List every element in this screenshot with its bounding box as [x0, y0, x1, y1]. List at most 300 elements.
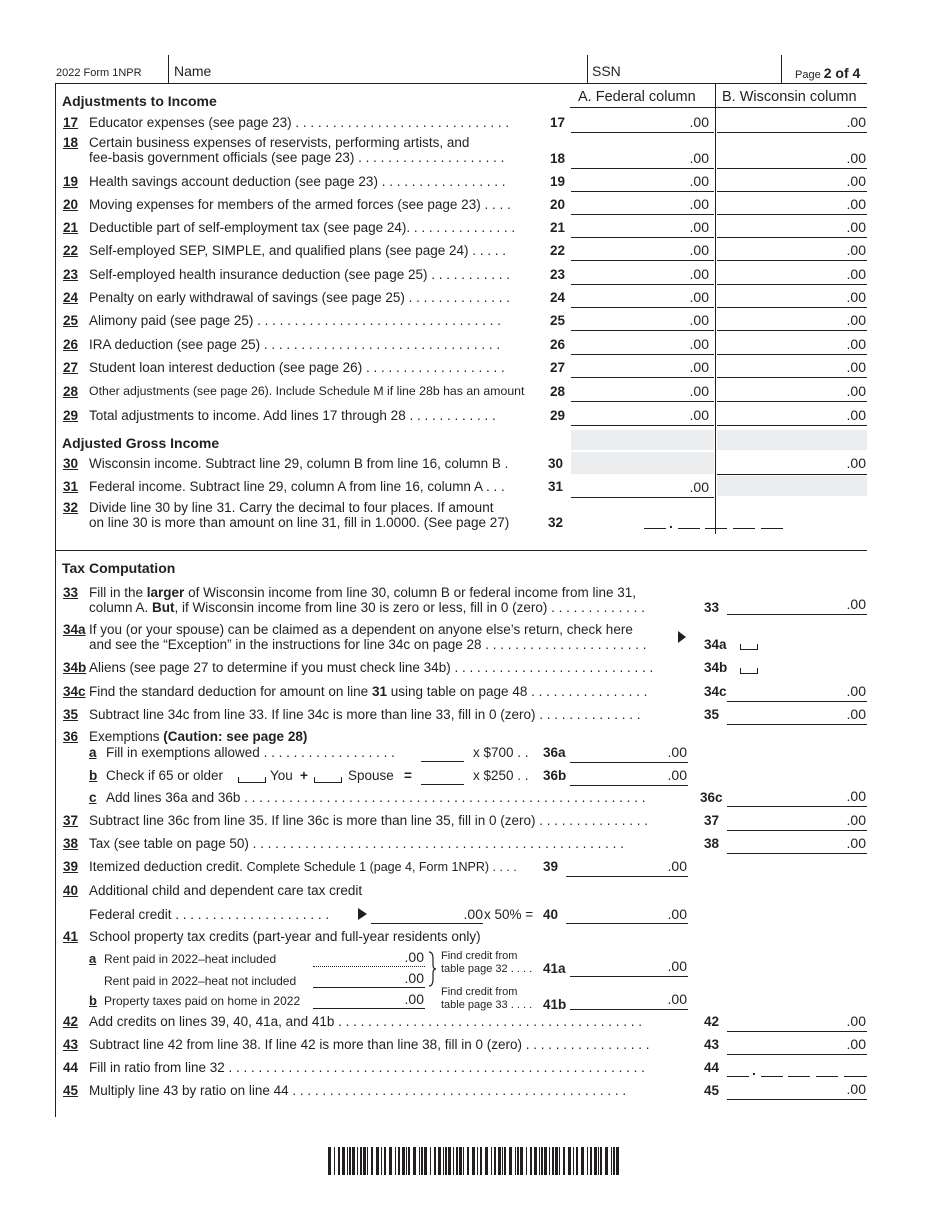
- line-ref: 32: [548, 515, 564, 530]
- fed-line-25-amount[interactable]: .00: [689, 312, 709, 328]
- line-ref: 28: [550, 384, 566, 399]
- barcode-bar: [600, 1147, 602, 1175]
- wi-line-rule: [717, 354, 867, 355]
- line-ref: 23: [550, 267, 566, 282]
- alien-checkbox[interactable]: [740, 668, 758, 674]
- barcode-bar: [357, 1147, 358, 1175]
- fed-line-rule: [571, 191, 714, 192]
- line-number: 20: [63, 197, 79, 212]
- barcode-bar: [498, 1147, 501, 1175]
- line-36c-amount[interactable]: .00: [846, 788, 866, 804]
- line-38-text: Tax (see table on page 50) . . . . . . . . . . . . . . . . . . . . . . . . . . . . . . . . . . . . . . . . . . . . . . . . . .: [89, 836, 624, 851]
- wi-line-25-amount[interactable]: .00: [846, 312, 866, 328]
- barcode-bar: [594, 1147, 597, 1175]
- line-ref: 45: [704, 1083, 720, 1098]
- header-divider: [168, 55, 169, 83]
- exemptions-count-rule: [421, 761, 464, 762]
- barcode-bar: [434, 1147, 436, 1175]
- line-38-amount[interactable]: .00: [846, 835, 866, 851]
- fed-line-26-amount[interactable]: .00: [689, 336, 709, 352]
- wi-line-20-amount[interactable]: .00: [846, 196, 866, 212]
- barcode-bar: [406, 1147, 407, 1175]
- line-ref: 24: [550, 290, 566, 305]
- federal-credit-label: Federal credit . . . . . . . . . . . . . . . . . . . . .: [89, 907, 330, 922]
- rent-heat-not-included-rule: [313, 987, 425, 988]
- barcode-bar: [568, 1147, 571, 1175]
- wi-line-rule: [717, 284, 867, 285]
- wi-line-rule: [717, 260, 867, 261]
- line-30-text: Wisconsin income. Subtract line 29, column B from line 16, column B .: [89, 456, 509, 471]
- barcode-bar: [530, 1147, 532, 1175]
- barcode-bar: [456, 1147, 458, 1175]
- line-ref: 30: [548, 456, 564, 471]
- line-45-text: Multiply line 43 by ratio on line 44 . . . . . . . . . . . . . . . . . . . . . . . . . . . . . . . . . . . . . . . . . . . . .: [89, 1083, 627, 1098]
- wi-line-29-amount[interactable]: .00: [846, 407, 866, 423]
- barcode-bar: [352, 1147, 355, 1175]
- header-divider: [587, 55, 588, 83]
- barcode-bar: [587, 1147, 588, 1175]
- line-35-rule: [727, 724, 867, 725]
- find-credit-label: Find credit from: [441, 950, 518, 962]
- rent-heat-not-included-label: Rent paid in 2022–heat not included: [104, 974, 297, 988]
- barcode-bar: [598, 1147, 599, 1175]
- line-39-rule: [566, 876, 688, 877]
- line-number: 44: [63, 1060, 79, 1075]
- line-ref: 41b: [543, 997, 567, 1012]
- barcode-bar: [616, 1147, 619, 1175]
- fed-line-rule: [571, 425, 714, 426]
- line-number: 42: [63, 1014, 79, 1029]
- barcode-bar: [494, 1147, 496, 1175]
- shaded-cell: [717, 430, 867, 450]
- barcode-bar: [424, 1147, 427, 1175]
- line-number: 31: [63, 479, 79, 494]
- line-ref: 21: [550, 220, 566, 235]
- wi-line-22-amount[interactable]: .00: [846, 242, 866, 258]
- wi-line-rule: [717, 237, 867, 238]
- line-28-text: Other adjustments (see page 26). Include Schedule M if line 28b has an amount: [89, 384, 525, 398]
- barcode-bar: [463, 1147, 464, 1175]
- barcode: [328, 1147, 624, 1175]
- barcode-bar: [376, 1147, 379, 1175]
- barcode-bar: [338, 1147, 340, 1175]
- barcode-bar: [395, 1147, 396, 1175]
- line-number: 33: [63, 585, 79, 600]
- wi-line-23-amount[interactable]: .00: [846, 266, 866, 282]
- line-43-rule: [727, 1054, 867, 1055]
- line-number: 36: [63, 729, 79, 744]
- wisconsin-column-header: B. Wisconsin column: [722, 89, 857, 105]
- fed-line-rule: [571, 377, 714, 378]
- federal-column-header: A. Federal column: [578, 89, 696, 105]
- line-32-text: Divide line 30 by line 31. Carry the decimal to four places. If amount: [89, 500, 494, 515]
- line-33-rule: [727, 614, 867, 615]
- barcode-bar: [581, 1147, 584, 1175]
- line-ref: 34c: [704, 684, 727, 699]
- line-34b-text: Aliens (see page 27 to determine if you must check line 34b) . . . . . . . . . . . . . . . . . . . . . . . . . . .: [89, 660, 654, 675]
- line-number: 32: [63, 500, 79, 515]
- table-page-32-label: table page 32 . . . .: [441, 963, 533, 975]
- you-label: You: [270, 768, 293, 783]
- wi-line-19-amount[interactable]: .00: [846, 173, 866, 189]
- table-page-33-label: table page 33 . . . .: [441, 999, 533, 1011]
- line-letter: b: [89, 768, 98, 783]
- line-ref: 19: [550, 174, 566, 189]
- barcode-bar: [555, 1147, 558, 1175]
- fed-line-27-amount[interactable]: .00: [689, 359, 709, 375]
- line-45-rule: [727, 1099, 867, 1100]
- line-39-text: Itemized deduction credit. Complete Schedule 1 (page 4, Form 1NPR) . . . .: [89, 859, 517, 874]
- barcode-bar: [367, 1147, 368, 1175]
- line-number: 27: [63, 360, 79, 375]
- barcode-bar: [573, 1147, 574, 1175]
- line-43-amount[interactable]: .00: [846, 1036, 866, 1052]
- line-17-text: Educator expenses (see page 23) . . . . . . . . . . . . . . . . . . . . . . . . . . . . .: [89, 115, 510, 130]
- line-40-text: Additional child and dependent care tax credit: [89, 883, 363, 898]
- fed-line-rule: [571, 237, 714, 238]
- fed-line-19-amount[interactable]: .00: [689, 173, 709, 189]
- line-number: 38: [63, 836, 79, 851]
- fed-line-17-amount[interactable]: .00: [689, 114, 709, 130]
- fed-line-18-amount[interactable]: .00: [689, 150, 709, 166]
- line-number: 22: [63, 243, 79, 258]
- line-ref: 43: [704, 1037, 720, 1052]
- barcode-bar: [349, 1147, 351, 1175]
- property-taxes-label: Property taxes paid on home in 2022: [104, 994, 301, 1008]
- wi-line-28-amount[interactable]: .00: [846, 383, 866, 399]
- brace-icon: [427, 951, 437, 987]
- federal-credit-amount[interactable]: .00: [463, 906, 483, 922]
- barcode-bar: [413, 1147, 416, 1175]
- fed-line-20-amount[interactable]: .00: [689, 196, 709, 212]
- line-34a-text: If you (or your spouse) can be claimed as a dependent on anyone else’s return, check here: [89, 622, 633, 637]
- name-label: Name: [174, 63, 212, 79]
- fed-line-rule: [571, 284, 714, 285]
- line-18-text-2: fee-basis government officials (see page 23) . . . . . . . . . . . . . . . . . . . .: [89, 150, 505, 165]
- plus-sign: +: [300, 768, 308, 783]
- barcode-bar: [559, 1147, 560, 1175]
- property-taxes-rule: [313, 1008, 425, 1009]
- line-ref: 17: [550, 115, 566, 130]
- page-indicator: Page 2 of 4: [795, 65, 861, 81]
- wi-line-27-amount[interactable]: .00: [846, 359, 866, 375]
- barcode-bar: [477, 1147, 478, 1175]
- line-32-text-2: on line 30 is more than amount on line 31, fill in 1.0000. (See page 27): [89, 515, 510, 530]
- line-41a-rule: [570, 976, 688, 977]
- barcode-bar: [408, 1147, 410, 1175]
- fed-line-rule: [571, 132, 714, 133]
- wi-line-rule: [717, 377, 867, 378]
- barcode-bar: [576, 1147, 578, 1175]
- line-ref: 31: [548, 479, 564, 494]
- form-label: 2022 Form 1NPR: [56, 67, 142, 79]
- line-42-text: Add credits on lines 39, 40, 41a, and 41b . . . . . . . . . . . . . . . . . . . . . . . . . . . . . . . . . . . . . . . . .: [89, 1014, 642, 1029]
- line-38-rule: [727, 853, 867, 854]
- barcode-bar: [438, 1147, 441, 1175]
- barcode-bar: [491, 1147, 492, 1175]
- line-ref: 18: [550, 151, 566, 166]
- barcode-bar: [363, 1147, 366, 1175]
- property-taxes-amount[interactable]: .00: [404, 991, 424, 1007]
- line-39-amount[interactable]: .00: [667, 858, 687, 874]
- adjustments-heading: Adjustments to Income: [62, 93, 217, 109]
- line-number: 18: [63, 135, 79, 150]
- line-41-text: School property tax credits (part-year and full-year residents only): [89, 929, 481, 944]
- fed-line-23-amount[interactable]: .00: [689, 266, 709, 282]
- barcode-bar: [509, 1147, 512, 1175]
- line-34c-amount[interactable]: .00: [846, 683, 866, 699]
- barcode-bar: [563, 1147, 565, 1175]
- line-36a-rule: [570, 762, 688, 763]
- rent-heat-included-amount[interactable]: .00: [404, 949, 424, 965]
- line-number: 25: [63, 313, 79, 328]
- header-divider: [781, 55, 782, 83]
- wi-line-24-amount[interactable]: .00: [846, 289, 866, 305]
- barcode-bar: [398, 1147, 400, 1175]
- line-ref: 40: [543, 907, 559, 922]
- barcode-bar: [328, 1147, 331, 1175]
- exemptions-count-field[interactable]: [421, 746, 464, 760]
- rent-heat-included-rule: [313, 966, 425, 967]
- line-ref: 33: [704, 600, 720, 615]
- ratio-44-boxes[interactable]: .: [727, 1060, 867, 1078]
- barcode-bar: [605, 1147, 608, 1175]
- line-21-text: Deductible part of self-employment tax (see page 24). . . . . . . . . . . . . . .: [89, 220, 516, 235]
- wi-line-18-amount[interactable]: .00: [846, 150, 866, 166]
- line-34c-text: Find the standard deduction for amount on line 31 using table on page 48 . . . . . . . . . . . . . . . .: [89, 684, 648, 699]
- barcode-bar: [381, 1147, 382, 1175]
- wi-line-rule: [717, 214, 867, 215]
- line-34c-rule: [727, 701, 867, 702]
- line-number: 37: [63, 813, 79, 828]
- line-ref: 35: [704, 707, 720, 722]
- equals-sign: =: [404, 768, 412, 783]
- line-45-amount[interactable]: .00: [846, 1081, 866, 1097]
- line-41b-rule: [570, 1009, 688, 1010]
- line-41a-amount[interactable]: .00: [667, 958, 687, 974]
- line-40-amount[interactable]: .00: [667, 906, 687, 922]
- section-rule: [55, 550, 867, 551]
- barcode-bar: [590, 1147, 592, 1175]
- line-ref: 36c: [700, 790, 723, 805]
- line-36b-amount[interactable]: .00: [667, 767, 687, 783]
- line-36a-multiplier: x $700 . .: [473, 745, 529, 760]
- wi-line-rule: [717, 307, 867, 308]
- barcode-bar: [541, 1147, 543, 1175]
- line-41b-amount[interactable]: .00: [667, 991, 687, 1007]
- line-number: 23: [63, 267, 79, 282]
- barcode-bar: [504, 1147, 506, 1175]
- line-36c-text: Add lines 36a and 36b . . . . . . . . . . . . . . . . . . . . . . . . . . . . . . . . . . . . . . . . . . . . . . . . . . . . . .: [106, 790, 646, 805]
- find-credit-label: Find credit from: [441, 986, 518, 998]
- barcode-bar: [389, 1147, 392, 1175]
- tax-heading: Tax Computation: [62, 560, 176, 576]
- line-number: 30: [63, 456, 79, 471]
- line-number: 19: [63, 174, 79, 189]
- shaded-cell: [717, 476, 867, 496]
- barcode-bar: [552, 1147, 554, 1175]
- line-22-text: Self-employed SEP, SIMPLE, and qualified plans (see page 24) . . . . .: [89, 243, 506, 258]
- barcode-bar: [467, 1147, 469, 1175]
- line-number: 24: [63, 290, 79, 305]
- barcode-bar: [459, 1147, 462, 1175]
- line-number: 34c: [63, 684, 86, 699]
- line-ref: 25: [550, 313, 566, 328]
- fed-line-22-amount[interactable]: .00: [689, 242, 709, 258]
- arrow-right-icon: [678, 631, 686, 643]
- line-number: 34a: [63, 622, 86, 637]
- line-36b-text: Check if 65 or older: [106, 768, 224, 783]
- header-rule: [55, 83, 867, 84]
- line-36c-rule: [727, 806, 867, 807]
- shaded-cell: [571, 430, 714, 450]
- barcode-bar: [480, 1147, 482, 1175]
- rent-heat-not-included-amount[interactable]: .00: [404, 970, 424, 986]
- wi-line-30-amount[interactable]: .00: [846, 455, 866, 471]
- line-number: 29: [63, 408, 79, 423]
- barcode-bar: [430, 1147, 431, 1175]
- line-36-text: Exemptions (Caution: see page 28): [89, 729, 308, 744]
- line-ref: 36b: [543, 768, 567, 783]
- line-33-amount[interactable]: .00: [846, 596, 866, 612]
- line-20-text: Moving expenses for members of the armed forces (see page 23) . . . .: [89, 197, 511, 212]
- line-40-rule: [566, 923, 688, 924]
- line-27-text: Student loan interest deduction (see page 26) . . . . . . . . . . . . . . . . . . .: [89, 360, 505, 375]
- barcode-bar: [534, 1147, 537, 1175]
- line-ref: 36a: [543, 745, 566, 760]
- column-divider: [715, 84, 716, 534]
- line-letter: c: [89, 790, 97, 805]
- barcode-bar: [347, 1147, 348, 1175]
- fed-line-31-rule: [571, 497, 714, 498]
- wi-line-21-amount[interactable]: .00: [846, 219, 866, 235]
- line-24-text: Penalty on early withdrawal of savings (see page 25) . . . . . . . . . . . . . .: [89, 290, 510, 305]
- line-number: 41: [63, 929, 79, 944]
- line-number: 45: [63, 1083, 79, 1098]
- barcode-bar: [544, 1147, 547, 1175]
- line-29-text: Total adjustments to income. Add lines 17 through 28 . . . . . . . . . . . .: [89, 408, 496, 423]
- line-36a-amount[interactable]: .00: [667, 744, 687, 760]
- line-35-text: Subtract line 34c from line 33. If line 34c is more than line 33, fill in 0 (zero) . . . . . . . . . . . . . .: [89, 707, 641, 722]
- ratio-32-boxes[interactable]: .: [644, 514, 789, 530]
- barcode-bar: [342, 1147, 345, 1175]
- line-ref: 22: [550, 243, 566, 258]
- column-header-rule: [570, 107, 867, 108]
- line-25-text: Alimony paid (see page 25) . . . . . . . . . . . . . . . . . . . . . . . . . . . . . . . . .: [89, 313, 501, 328]
- line-26-text: IRA deduction (see page 25) . . . . . . . . . . . . . . . . . . . . . . . . . . . . . . . .: [89, 337, 501, 352]
- line-ref: 27: [550, 360, 566, 375]
- fed-line-rule: [571, 330, 714, 331]
- rent-heat-included-label: Rent paid in 2022–heat included: [104, 952, 277, 966]
- barcode-bar: [472, 1147, 475, 1175]
- wi-line-rule: [717, 191, 867, 192]
- age-65-you-checkbox[interactable]: [238, 777, 266, 783]
- wi-line-rule: [717, 132, 867, 133]
- line-ref: 34b: [704, 660, 728, 675]
- fed-line-rule: [571, 260, 714, 261]
- line-ref: 44: [704, 1060, 720, 1075]
- fed-line-rule: [571, 354, 714, 355]
- wi-line-30-rule: [717, 474, 867, 475]
- line-number: 28: [63, 384, 79, 399]
- line-35-amount[interactable]: .00: [846, 706, 866, 722]
- federal-credit-rule: [371, 923, 483, 924]
- wi-line-rule: [717, 401, 867, 402]
- barcode-bar: [360, 1147, 362, 1175]
- left-border: [55, 83, 56, 1117]
- line-ref: 37: [704, 813, 720, 828]
- barcode-bar: [334, 1147, 335, 1175]
- wi-line-rule: [717, 425, 867, 426]
- line-number: 35: [63, 707, 79, 722]
- fed-line-rule: [571, 401, 714, 402]
- line-ref: 42: [704, 1014, 720, 1029]
- wi-line-26-amount[interactable]: .00: [846, 336, 866, 352]
- line-44-text: Fill in ratio from line 32 . . . . . . . . . . . . . . . . . . . . . . . . . . . . . . . . . . . . . . . . . . . . . . . . . . . . . . . .: [89, 1060, 645, 1075]
- fed-line-rule: [571, 214, 714, 215]
- line-19-text: Health savings account deduction (see page 23) . . . . . . . . . . . . . . . . .: [89, 174, 506, 189]
- barcode-bar: [515, 1147, 516, 1175]
- line-number: 43: [63, 1037, 79, 1052]
- line-43-text: Subtract line 42 from line 38. If line 42 is more than line 38, fill in 0 (zero) . . . . . . . . . . . . . . . . .: [89, 1037, 650, 1052]
- fed-line-21-amount[interactable]: .00: [689, 219, 709, 235]
- line-number: 26: [63, 337, 79, 352]
- line-ref: 34a: [704, 637, 727, 652]
- line-number: 40: [63, 883, 79, 898]
- age-65-spouse-checkbox[interactable]: [314, 777, 342, 783]
- wi-line-17-amount[interactable]: .00: [846, 114, 866, 130]
- agi-heading: Adjusted Gross Income: [62, 435, 220, 451]
- fed-line-24-amount[interactable]: .00: [689, 289, 709, 305]
- wi-line-rule: [717, 168, 867, 169]
- barcode-bar: [443, 1147, 444, 1175]
- fed-line-31-amount[interactable]: .00: [689, 479, 709, 495]
- name-field[interactable]: [172, 58, 582, 82]
- line-ref: 29: [550, 408, 566, 423]
- barcode-bar: [384, 1147, 386, 1175]
- barcode-bar: [520, 1147, 523, 1175]
- line-33-text: Fill in the larger of Wisconsin income from line 30, column B or federal income from line 31,: [89, 585, 637, 600]
- line-36b-rule: [570, 785, 688, 786]
- line-37-amount[interactable]: .00: [846, 812, 866, 828]
- fed-line-28-amount[interactable]: .00: [689, 383, 709, 399]
- barcode-bar: [419, 1147, 420, 1175]
- barcode-bar: [371, 1147, 373, 1175]
- line-42-amount[interactable]: .00: [846, 1013, 866, 1029]
- shaded-cell: [571, 452, 714, 474]
- dependent-checkbox[interactable]: [740, 644, 758, 650]
- spouse-label: Spouse: [348, 768, 394, 783]
- barcode-bar: [549, 1147, 550, 1175]
- barcode-bar: [517, 1147, 519, 1175]
- line-37-rule: [727, 830, 867, 831]
- line-ref: 39: [543, 859, 559, 874]
- fed-line-29-amount[interactable]: .00: [689, 407, 709, 423]
- line-37-text: Subtract line 36c from line 35. If line 36c is more than line 35, fill in 0 (zero) . . . . . . . . . . . . . . .: [89, 813, 648, 828]
- line-36a-text: Fill in exemptions allowed . . . . . . . . . . . . . . . . . .: [106, 745, 395, 760]
- line-ref: 38: [704, 836, 720, 851]
- line-33-text-2: column A. But, if Wisconsin income from line 30 is zero or less, fill in 0 (zero) . . . . . . . . . . . . .: [89, 600, 645, 615]
- line-number: 17: [63, 115, 79, 130]
- ssn-label: SSN: [592, 63, 621, 79]
- barcode-bar: [453, 1147, 454, 1175]
- line-31-text: Federal income. Subtract line 29, column A from line 16, column A . . .: [89, 479, 505, 494]
- line-34a-text-2: and see the “Exception” in the instructions for line 34c on page 28 . . . . . . . . . . . . . . . . . . . . . .: [89, 637, 647, 652]
- barcode-bar: [613, 1147, 615, 1175]
- barcode-bar: [448, 1147, 451, 1175]
- ssn-field[interactable]: [590, 58, 775, 82]
- line-36b-multiplier: x $250 . .: [473, 768, 529, 783]
